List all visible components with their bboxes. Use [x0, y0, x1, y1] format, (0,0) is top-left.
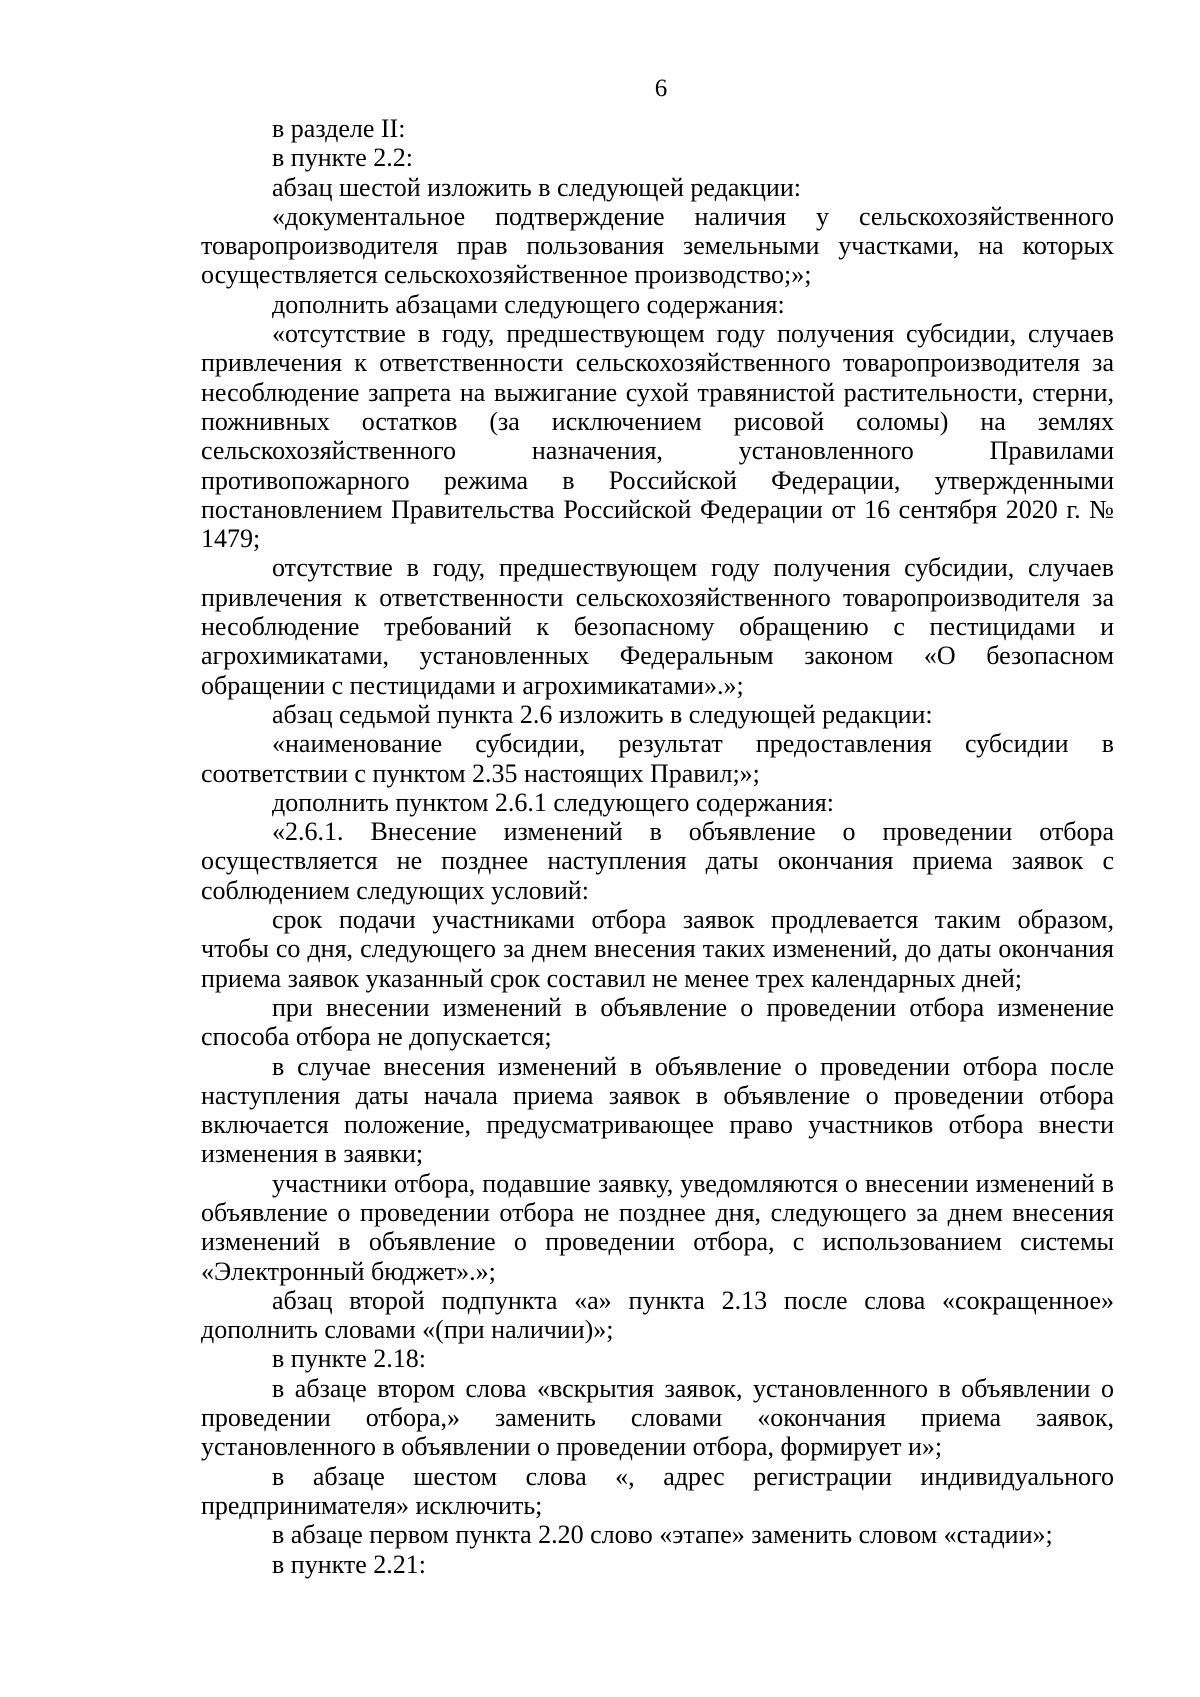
paragraph: в пункте 2.21:: [272, 1549, 427, 1579]
paragraph: в пункте 2.18:: [272, 1344, 427, 1374]
paragraph: при внесении изменений в объявление о проведении отбора изменение способа отбора не допускается;: [201, 992, 1114, 1052]
paragraph: «отсутствие в году, предшествующем году получения субсидии, случаев привлечения к ответственности сельскохозяйственного товаропроизводителя за несоблюдение запрета на выжигание сухой травянистой растительности, стерни, пожнивных остатков (за исключением рисовой соломы) на землях сельскохозяйственного назначения, установленного Правилами противопожарного режима в Российской Федерации, утвержденными постановлением Правительства Российской Федерации от 16 сентября 2020 г. № 1479;: [201, 319, 1114, 554]
paragraph: в абзаце первом пункта 2.20 слово «этапе» заменить словом «стадии»;: [272, 1520, 1053, 1550]
paragraph: «документальное подтверждение наличия у сельскохозяйственного товаропроизводителя прав пользования земельными участками, на которых осуществляется сельскохозяйственное производство;»;: [201, 201, 1114, 290]
page-number: 6: [654, 75, 668, 102]
paragraph: в абзаце шестом слова «, адрес регистрации индивидуального предпринимателя» исключить;: [201, 1461, 1114, 1520]
paragraph: срок подачи участниками отбора заявок продлевается таким образом, чтобы со дня, следующего за днем внесения таких изменений, до даты окончания приема заявок указанный срок составил не менее трех календарных дней;: [201, 905, 1114, 993]
paragraph: «2.6.1. Внесение изменений в объявление о проведении отбора осуществляется не позднее наступления даты окончания приема заявок с соблюдением следующих условий:: [201, 817, 1114, 905]
document-body: [201, 114, 1114, 1579]
paragraph: в пункте 2.2:: [272, 143, 414, 173]
paragraph: в случае внесения изменений в объявление о проведении отбора после наступления даты начала приема заявок в объявление о проведении отбора включается положение, предусматривающее право участников отбора внести изменения в заявки;: [201, 1051, 1114, 1169]
paragraph: отсутствие в году, предшествующем году получения субсидии, случаев привлечения к ответственности сельскохозяйственного товаропроизводителя за несоблюдение требований к безопасному обращению с пестицидами и агрохимикатами, установленных Федеральным законом «О безопасном обращении с пестицидами и агрохимикатами».»;: [201, 553, 1114, 700]
paragraph: абзац седьмой пункта 2.6 изложить в следующей редакции:: [272, 699, 933, 729]
paragraph: абзац второй подпункта «а» пункта 2.13 после слова «сокращенное» дополнить словами «(при наличии)»;: [201, 1285, 1114, 1345]
paragraph: дополнить пунктом 2.6.1 следующего содержания:: [272, 787, 834, 817]
paragraph: в разделе II:: [272, 114, 406, 143]
paragraph: в абзаце втором слова «вскрытия заявок, установленного в объявлении о проведении отбора,» заменить словами «окончания приема заявок, установленного в объявлении о проведении отбора, формирует и»;: [201, 1373, 1114, 1462]
paragraph: абзац шестой изложить в следующей редакции:: [272, 172, 801, 202]
paragraph: участники отбора, подавшие заявку, уведомляются о внесении изменений в объявление о проведении отбора не позднее дня, следующего за днем внесения изменений в объявление о проведении отбора, с использованием системы «Электронный бюджет».»;: [201, 1168, 1114, 1286]
paragraph: «наименование субсидии, результат предоставления субсидии в соответствии с пунктом 2.35 настоящих Правил;»;: [201, 729, 1114, 788]
paragraph: дополнить абзацами следующего содержания:: [272, 289, 785, 319]
